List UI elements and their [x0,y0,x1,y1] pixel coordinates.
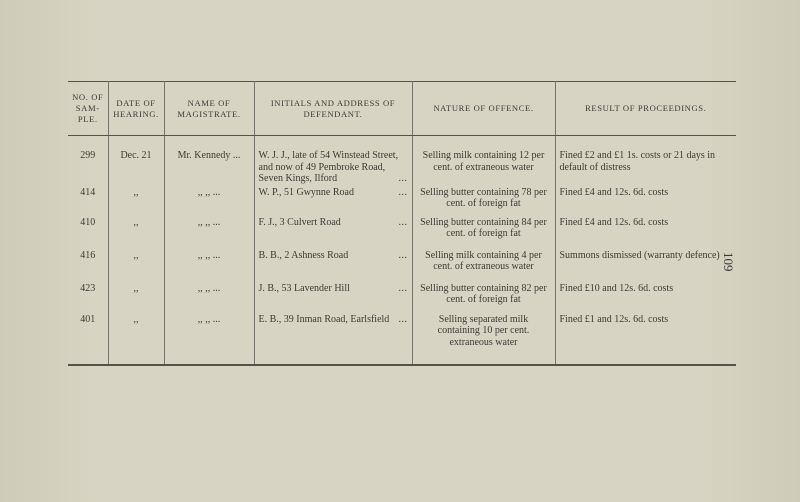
magistrate-text: ,, ,, [197,186,211,198]
cell-defendant [254,187,412,217]
cell-sample-no: 299 [80,150,96,161]
leader-dots: ... [212,313,221,325]
leader-dots: ... [232,150,241,161]
cell-result: Fined £4 and 12s. 6d. costs [555,187,736,217]
leader-dots: ... [398,249,408,261]
cell-sample-no: 423 [80,282,96,294]
leader-dots: ... [398,282,408,294]
cell-magistrate [164,314,254,365]
defendant-text: F. J., 3 Culvert Road [258,216,341,228]
magistrate-text: ,, ,, [197,216,211,228]
defendant-text: J. B., 53 Lavender Hill [258,282,350,294]
leader-dots: ... [398,313,408,325]
leader-dots: ... [212,186,221,198]
cell-result: Fined £1 and 12s. 6d. costs [555,314,736,365]
cell-offence: Selling milk containing 4 per cent. of extraneous water [412,250,555,283]
cell-sample-no: 401 [80,313,96,325]
defendant-text: B. B., 2 Ashness Road [258,249,349,261]
cell-sample-no: 414 [80,186,96,198]
table-row [68,217,736,250]
table-row [68,283,736,314]
leader-dots: ... [398,173,408,184]
cell-result: Summons dismissed (warranty defence) [555,250,736,283]
cell-defendant [254,136,412,187]
header-date-of-hearing: DATE OF HEARING. [108,82,164,136]
defendant-text: E. B., 39 Inman Road, Earlsfield [258,313,390,325]
cell-offence: Selling butter containing 84 per cent. of foreign fat [412,217,555,250]
cell-magistrate [164,283,254,314]
proceedings-table [68,81,736,366]
table-row [68,187,736,217]
table-row [68,314,736,365]
cell-date: ,, [108,314,164,365]
cell-offence: Selling butter containing 78 per cent. of foreign fat [412,187,555,217]
leader-dots: ... [398,216,408,228]
defendant-text: W. P., 51 Gwynne Road [258,186,354,198]
cell-defendant [254,283,412,314]
cell-offence: Selling butter containing 82 per cent. of foreign fat [412,283,555,314]
cell-sample-no: 410 [80,216,96,228]
magistrate-text: Mr. Kennedy [177,150,231,161]
magistrate-text: ,, ,, [197,282,211,294]
cell-offence: Selling milk containing 12 per cent. of extraneous water [412,136,555,187]
leader-dots: ... [398,186,408,198]
leader-dots: ... [212,249,221,261]
cell-date: ,, [108,187,164,217]
header-result: RESULT OF PROCEEDINGS. [555,82,736,136]
header-magistrate: NAME OF MAGISTRATE. [164,82,254,136]
cell-date: ,, [108,250,164,283]
cell-sample-no: 416 [80,249,96,261]
leader-dots: ... [212,282,221,294]
magistrate-text: ,, ,, [197,313,211,325]
cell-date: ,, [108,217,164,250]
table-row [68,250,736,283]
cell-result: Fined £4 and 12s. 6d. costs [555,217,736,250]
cell-magistrate [164,187,254,217]
cell-magistrate [164,217,254,250]
cell-result: Fined £10 and 12s. 6d. costs [555,283,736,314]
cell-magistrate [164,250,254,283]
cell-date: ,, [108,283,164,314]
header-sample-no: NO. OF SAM- PLE. [68,82,108,136]
table-header-row [68,82,736,136]
cell-defendant [254,250,412,283]
cell-magistrate [164,136,254,187]
header-defendant: INITIALS AND ADDRESS OF DEFENDANT. [254,82,412,136]
cell-defendant [254,217,412,250]
magistrate-text: ,, ,, [197,249,211,261]
defendant-text: W. J. J., late of 54 Winstead Street, and now of 49 Pembroke Road, Seven Kings, Ilford [258,150,399,184]
cell-defendant [254,314,412,365]
cell-date: Dec. 21 [108,136,164,187]
leader-dots: ... [212,216,221,228]
cell-result: Fined £2 and £1 1s. costs or 21 days in default of distress [555,136,736,187]
table-row [68,136,736,187]
header-offence: NATURE OF OFFENCE. [412,82,555,136]
page-number: 109 [721,252,736,272]
cell-offence: Selling separated milk containing 10 per cent. extraneous water [412,314,555,365]
